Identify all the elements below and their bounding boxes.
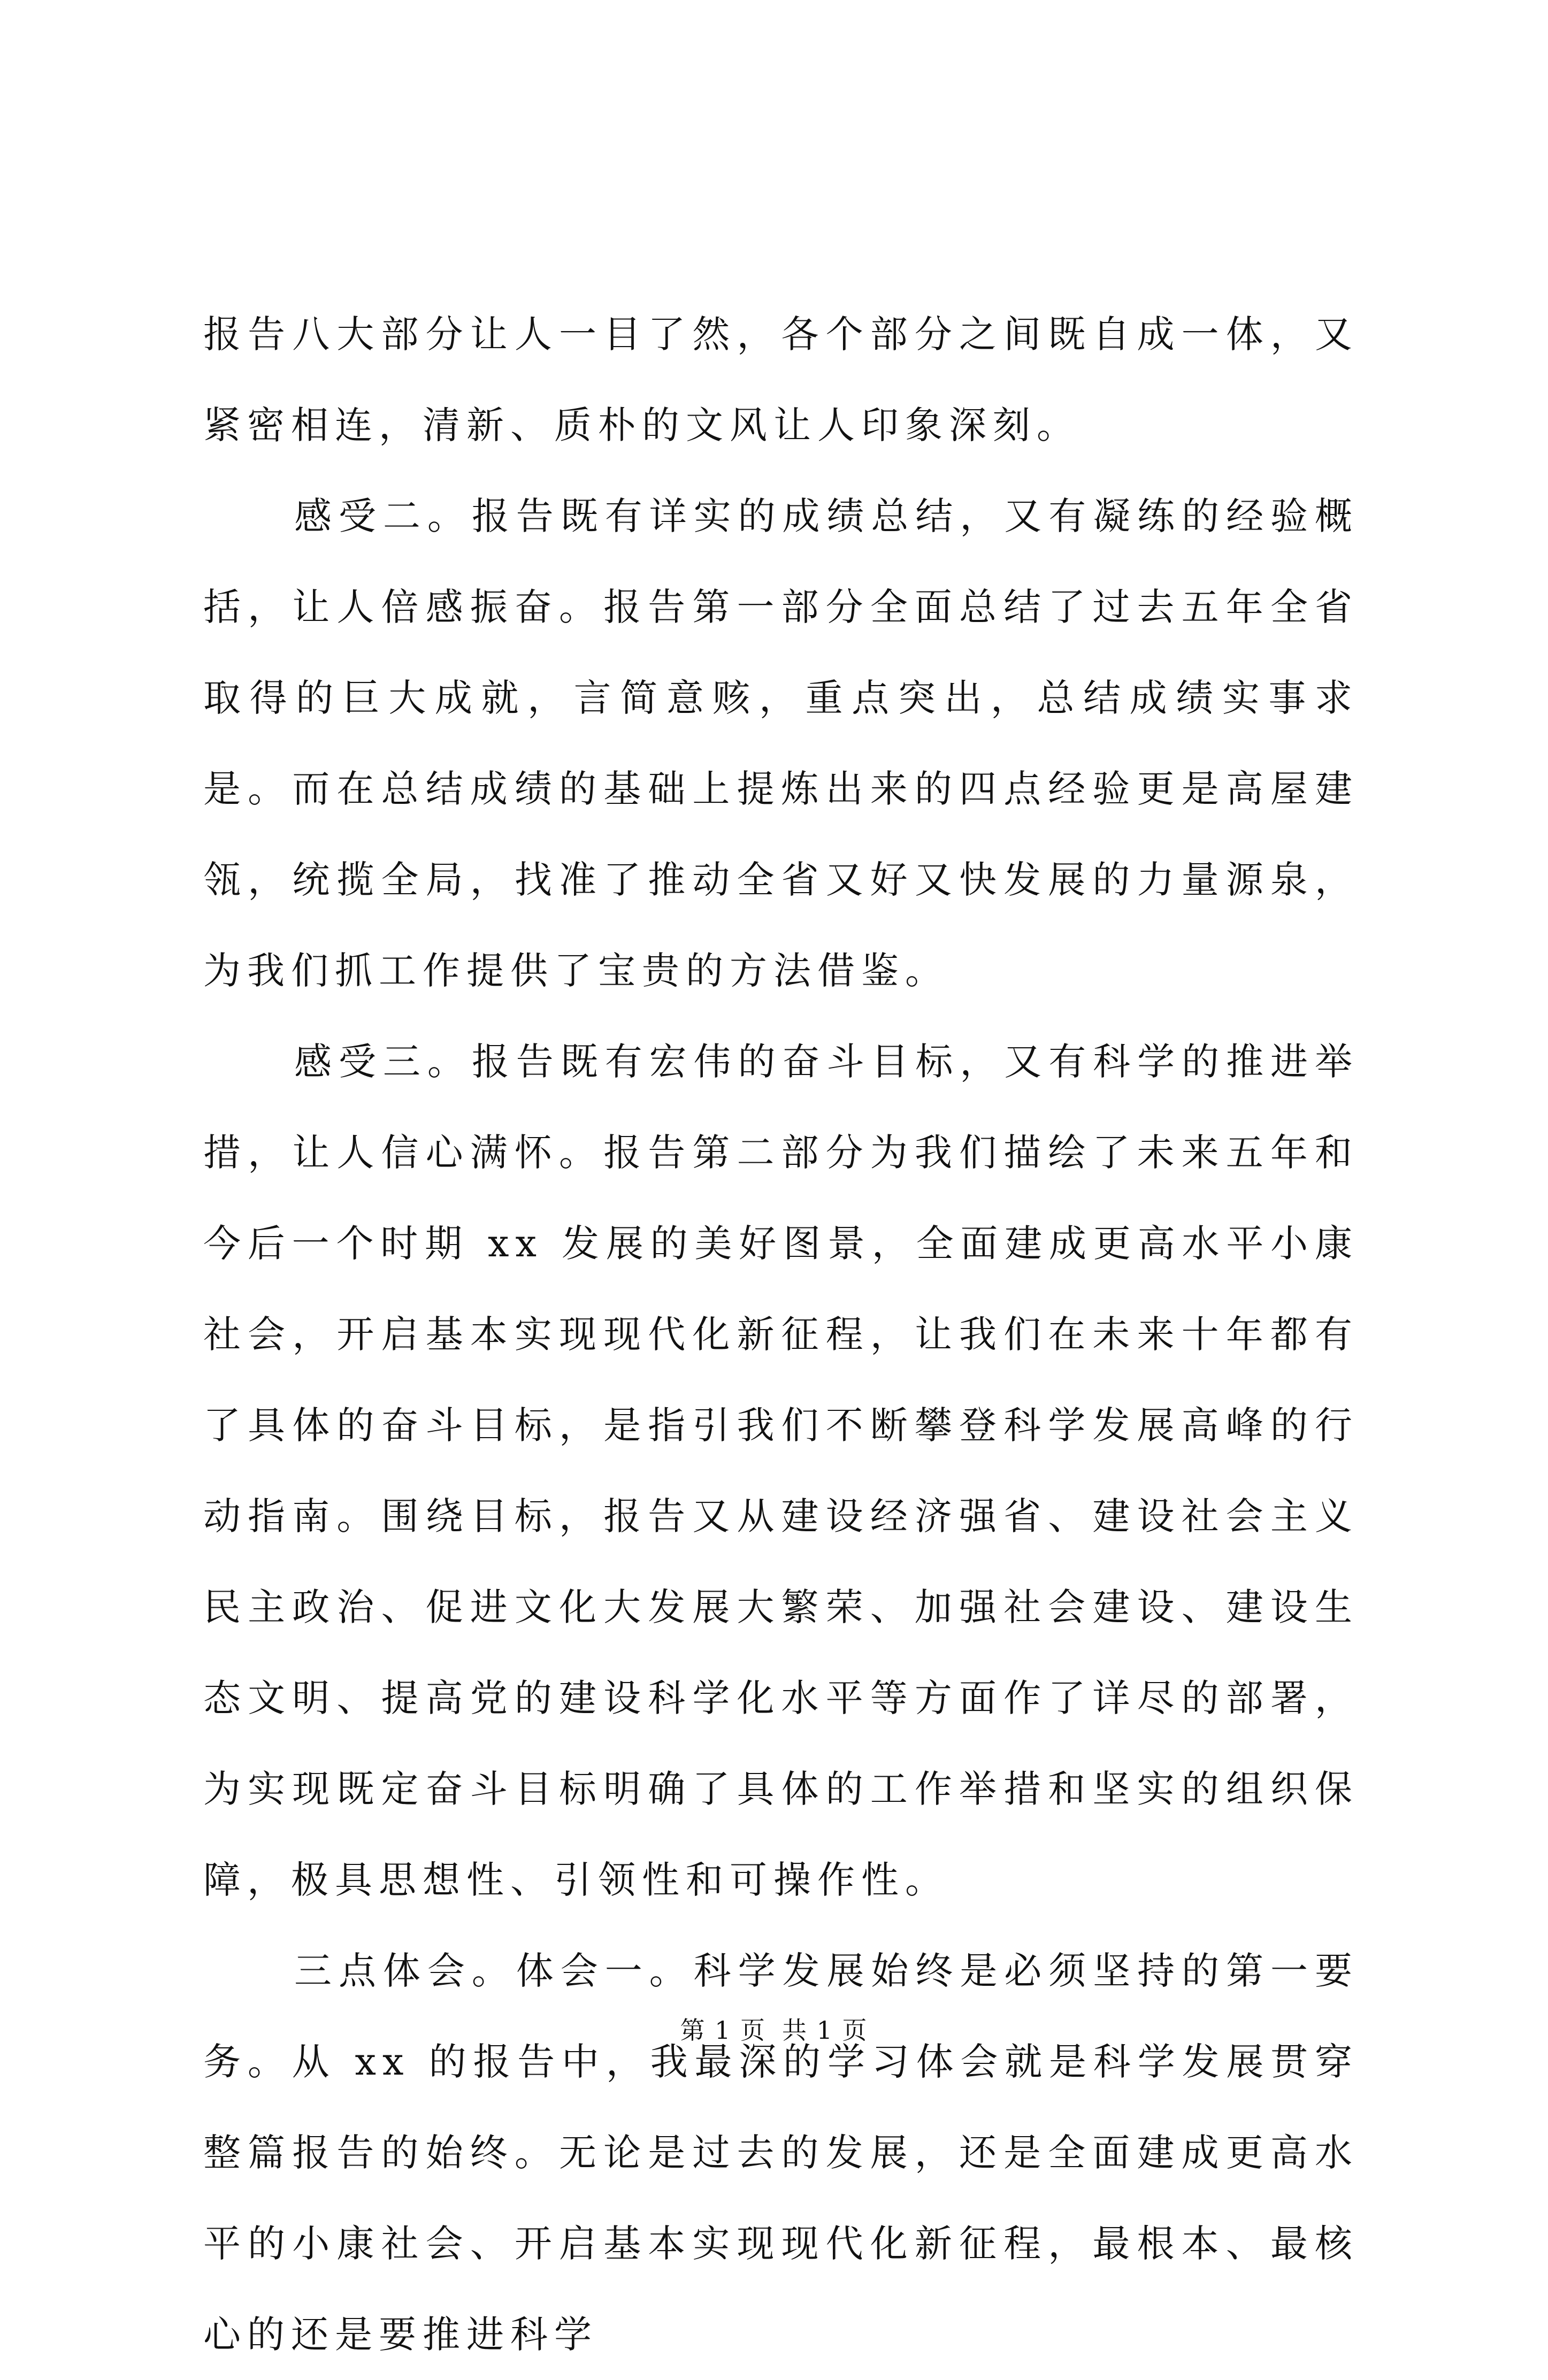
page-footer <box>0 2011 1548 2046</box>
paragraph-3: 感受三。报告既有宏伟的奋斗目标，又有科学的推进举措，让人信心满怀。报告第二部分为我们描绘了未来五年和今后一个时期 xx 发展的美好图景，全面建成更高水平小康社会，开启基本实现现代化新征程，让我们在未来十年都有了具体的奋斗目标，是指引我们不断攀登科学发展高峰的行动指南。围绕目标，报告又从建设经济强省、建设社会主义民主政治、促进文化大发展大繁荣、加强社会建设、建设生态文明、提高党的建设科学化水平等方面作了详尽的部署，为实现既定奋斗目标明确了具体的工作举措和坚实的组织保障，极具思想性、引领性和可操作性。 <box>203 1040 1359 1902</box>
paragraph-4: 三点体会。体会一。科学发展始终是必须坚持的第一要务。从 xx 的报告中，我最深的学习体会就是科学发展贯穿整篇报告的始终。无论是过去的发展，还是全面建成更高水平的小康社会、开启基本实现现代化新征程，最根本、最核心的还是要推进科学 <box>203 1949 1359 2356</box>
paragraph-1: 报告八大部分让人一目了然，各个部分之间既自成一体，又紧密相连，清新、质朴的文风让人印象深刻。 <box>203 312 1359 447</box>
page-number: 第 1 页 <box>680 2016 766 2045</box>
page-total: 共 1 页 <box>782 2016 868 2045</box>
document-body <box>203 289 1359 2380</box>
paragraph-2: 感受二。报告既有详实的成绩总结，又有凝练的经验概括，让人倍感振奋。报告第一部分全面总结了过去五年全省取得的巨大成就，言简意赅，重点突出，总结成绩实事求是。而在总结成绩的基础上提炼出来的四点经验更是高屋建瓴，统揽全局，找准了推动全省又好又快发展的力量源泉，为我们抓工作提供了宝贵的方法借鉴。 <box>203 494 1359 993</box>
